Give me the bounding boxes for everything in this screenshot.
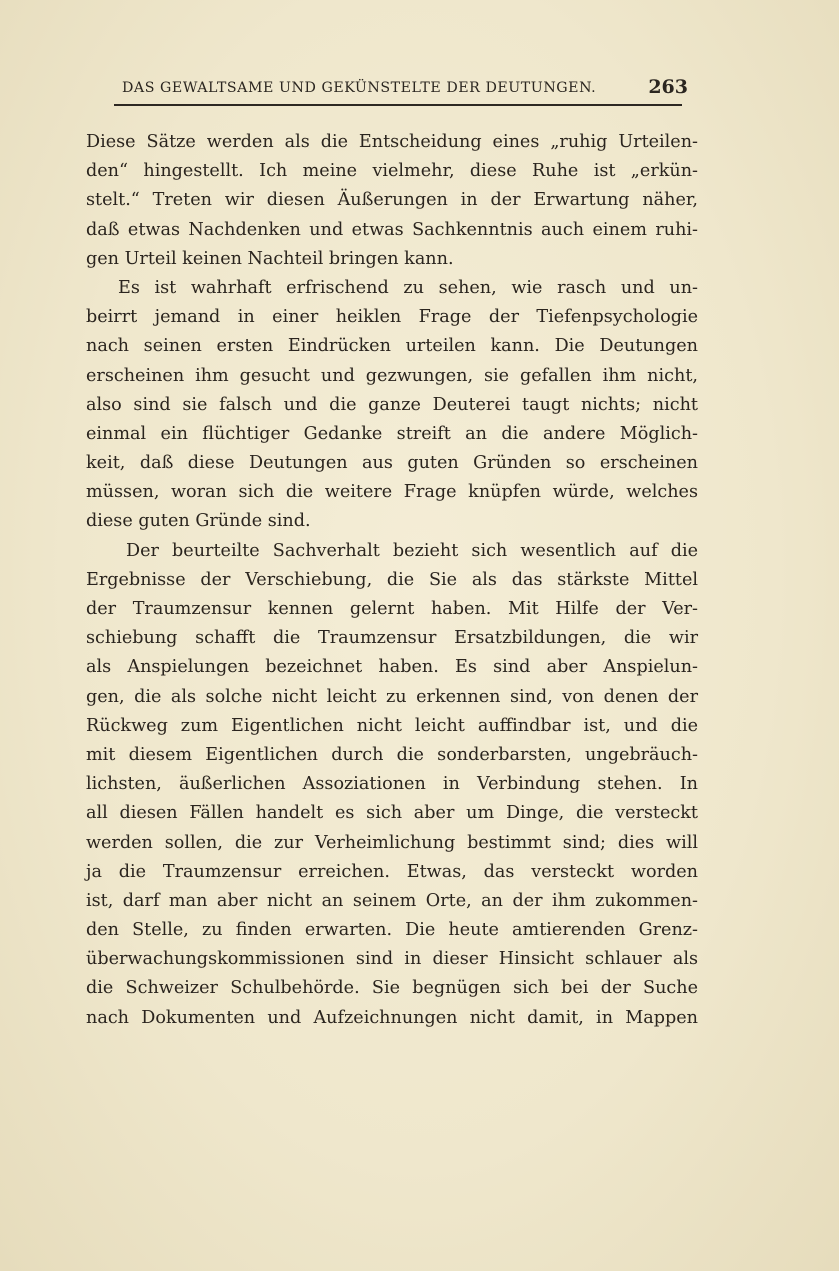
text-line: überwachungskommissionen sind in dieser Hinsicht schlauer als <box>86 949 698 970</box>
header-rule <box>114 104 682 106</box>
text-line: der Traumzensur kennen gelernt haben. Mit Hilfe der Ver- <box>86 599 698 619</box>
text-line: also sind sie falsch und die ganze Deuterei taugt nichts; nicht <box>86 394 698 415</box>
text-line: mit diesem Eigentlichen durch die sonderbarsten, ungebräuch- <box>86 744 698 765</box>
text-line: Es ist wahrhaft erfrischend zu sehen, wie rasch und un- <box>118 277 698 298</box>
text-line: nach seinen ersten Eindrücken urteilen kann. Die Deutungen <box>86 336 698 357</box>
text-line: keit, daß diese Deutungen aus guten Gründen so erscheinen <box>86 453 698 474</box>
page-number: 263 <box>648 76 688 98</box>
body-text <box>86 128 698 1033</box>
text-line: Diese Sätze werden als die Entscheidung eines „ruhig Urteilen- <box>86 132 698 152</box>
text-line: müssen, woran sich die weitere Frage knüpfen würde, welches <box>86 482 698 503</box>
text-line: die Schweizer Schulbehörde. Sie begnügen sich bei der Suche <box>86 978 698 999</box>
text-line: den Stelle, zu finden erwarten. Die heute amtierenden Grenz- <box>86 920 698 941</box>
text-line: werden sollen, die zur Verheimlichung bestimmt sind; dies will <box>86 832 698 853</box>
text-line: ja die Traumzensur erreichen. Etwas, das versteckt worden <box>86 861 698 882</box>
text-line: ist, darf man aber nicht an seinem Orte, an der ihm zukommen- <box>86 890 698 911</box>
text-line: stelt.“ Treten wir diesen Äußerungen in der Erwartung näher, <box>86 190 698 211</box>
running-title: DAS GEWALTSAME UND GEKÜNSTELTE DER DEUTUNGEN. <box>122 80 597 96</box>
text-line: lichsten, äußerlichen Assoziationen in Verbindung stehen. In <box>86 774 698 795</box>
text-line: gen Urteil keinen Nachteil bringen kann. <box>86 248 454 269</box>
text-line: Rückweg zum Eigentlichen nicht leicht auffindbar ist, und die <box>86 715 698 736</box>
text-line: beirrt jemand in einer heiklen Frage der Tiefenpsychologie <box>86 307 698 328</box>
text-line: gen, die als solche nicht leicht zu erkennen sind, von denen der <box>86 686 698 707</box>
text-line: erscheinen ihm gesucht und gezwungen, sie gefallen ihm nicht, <box>86 365 698 386</box>
text-line: einmal ein flüchtiger Gedanke streift an die andere Möglich- <box>86 423 698 444</box>
text-line: Ergebnisse der Verschiebung, die Sie als das stärkste Mittel <box>86 569 698 590</box>
text-line: all diesen Fällen handelt es sich aber um Dinge, die versteckt <box>86 803 698 824</box>
text-line: daß etwas Nachdenken und etwas Sachkenntnis auch einem ruhi- <box>86 219 698 240</box>
text-line: nach Dokumenten und Aufzeichnungen nicht damit, in Mappen <box>86 1007 698 1028</box>
running-head <box>112 76 690 102</box>
text-line: Der beurteilte Sachverhalt bezieht sich wesentlich auf die <box>126 540 698 561</box>
text-line: als Anspielungen bezeichnet haben. Es sind aber Anspielun- <box>86 657 698 678</box>
text-line: den“ hingestellt. Ich meine vielmehr, diese Ruhe ist „erkün- <box>86 161 698 182</box>
text-line: diese guten Gründe sind. <box>86 511 311 532</box>
text-line: schiebung schafft die Traumzensur Ersatzbildungen, die wir <box>86 628 698 649</box>
